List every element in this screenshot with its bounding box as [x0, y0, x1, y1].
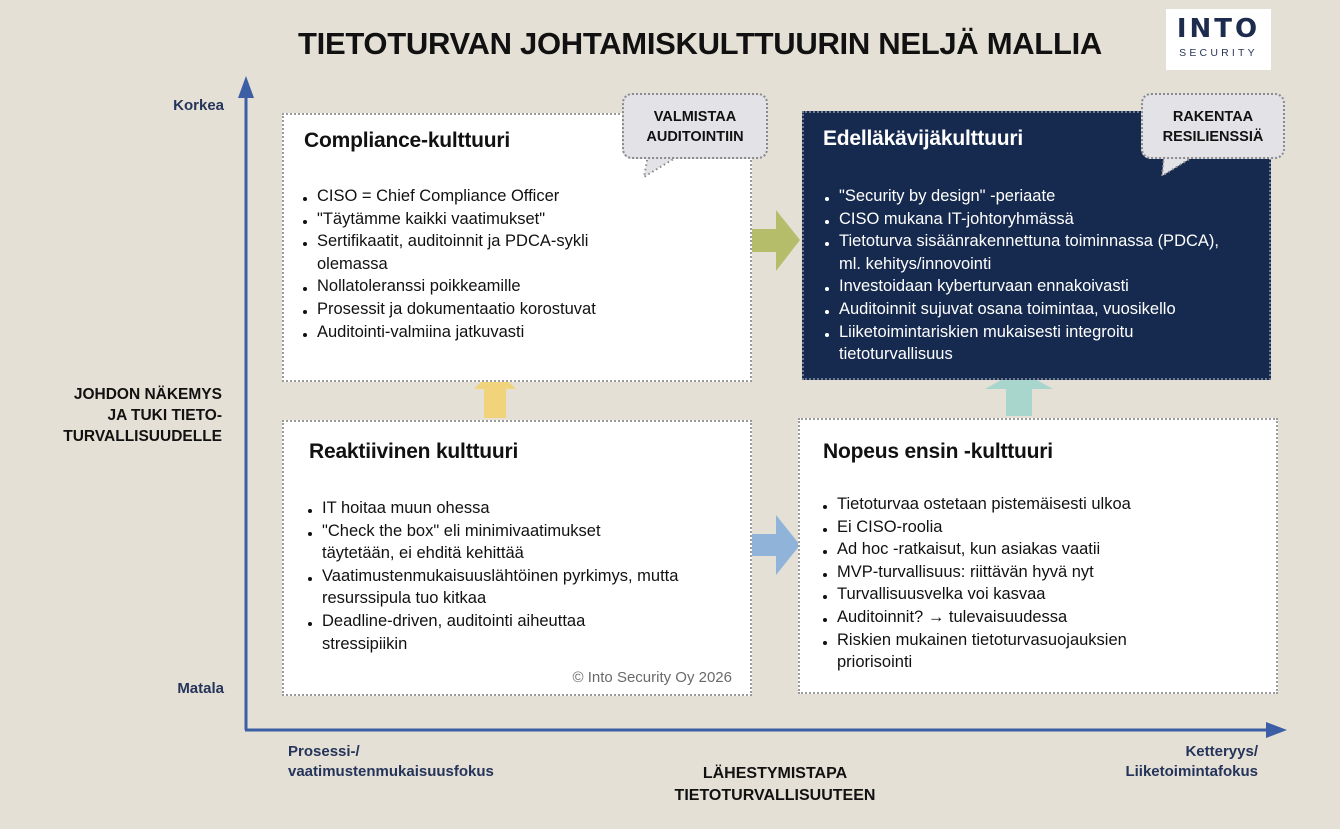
list-item: "Security by design" -periaate [824, 185, 1244, 208]
list-item: Auditoinnit? → tulevaisuudessa [822, 606, 1262, 629]
logo-subtitle: SECURITY [1179, 47, 1258, 59]
x-axis-left-label-line: Prosessi-/ [288, 743, 360, 760]
list-item: Nollatoleranssi poikkeamille [302, 275, 742, 298]
quadrant-speed-first [798, 418, 1278, 694]
y-axis-arrowhead-icon [238, 76, 254, 98]
list-item: Turvallisuusvelka voi kasvaa [822, 583, 1262, 606]
y-axis-title-line: TURVALLISUUDELLE [63, 428, 222, 445]
list-item: Tietoturva sisäänrakennettuna toiminnassa (PDCA), ml. kehitys/innovointi [824, 230, 1229, 275]
y-axis-high-label: Korkea [173, 97, 224, 114]
list-item: Liiketoimintariskien mukaisesti integroitu tietoturvallisuus [824, 321, 1214, 366]
x-axis-right-label-line: Liiketoimintafokus [1125, 763, 1258, 780]
y-axis-title [10, 384, 222, 447]
arrow-right-blue-icon [752, 515, 800, 575]
bubble-line: AUDITOINTIIN [646, 129, 744, 145]
bubble-line: VALMISTAA [653, 109, 737, 125]
y-axis-low-label: Matala [177, 680, 224, 697]
x-axis-title-line: TIETOTURVALLISUUTEEN [674, 787, 876, 804]
bubble-line: RAKENTAA [1172, 109, 1254, 125]
list-item: "Check the box" eli minimivaatimukset täytetään, ei ehditä kehittää [307, 520, 647, 565]
x-axis-right-label-line: Ketteryys/ [1185, 743, 1258, 760]
list-item: Auditoinnit sujuvat osana toimintaa, vuosikello [824, 298, 1244, 321]
y-axis-title-line: JA TUKI TIETO- [107, 407, 222, 424]
quadrant-reactive [282, 420, 752, 696]
list-item: CISO = Chief Compliance Officer [302, 185, 742, 208]
list-item: Ei CISO-roolia [822, 516, 1262, 539]
x-axis-title-line: LÄHESTYMISTAPA [702, 765, 848, 782]
list-item: Prosessit ja dokumentaatio korostuvat [302, 298, 742, 321]
bubble-line: RESILIENSSIÄ [1162, 129, 1264, 145]
copyright-notice: © Into Security Oy 2026 [572, 669, 732, 686]
list-item: Ad hoc -ratkaisut, kun asiakas vaatii [822, 538, 1262, 561]
x-axis-left-label-line: vaatimustenmukaisuusfokus [288, 763, 494, 780]
list-item: MVP-turvallisuus: riittävän hyvä nyt [822, 561, 1262, 584]
arrow-right-green-icon [752, 210, 800, 271]
x-axis-arrowhead-icon [1266, 722, 1287, 738]
list-item: Deadline-driven, auditointi aiheuttaa stressipiikin [307, 610, 647, 655]
quadrant-title: Edelläkävijäkulttuuri [823, 127, 1024, 150]
list-item: Riskien mukainen tietoturvasuojauksien priorisointi [822, 629, 1202, 674]
quadrant-title: Nopeus ensin -kulttuuri [823, 440, 1053, 463]
quadrant-list [822, 493, 1262, 674]
speech-bubble-prepare-audit [622, 93, 768, 159]
list-item: IT hoitaa muun ohessa [307, 497, 727, 520]
list-item: Tietoturvaa ostetaan pistemäisesti ulkoa [822, 493, 1262, 516]
list-item: "Täytämme kaikki vaatimukset" [302, 208, 742, 231]
list-item: Auditointi-valmiina jatkuvasti [302, 321, 742, 344]
x-axis-left-label [288, 742, 494, 782]
x-axis-title [600, 763, 950, 807]
page-title: TIETOTURVAN JOHTAMISKULTTUURIN NELJÄ MALLIA [298, 26, 1102, 61]
into-security-logo [1166, 9, 1271, 70]
quadrant-list [824, 185, 1244, 366]
speech-bubble-build-resilience [1141, 93, 1285, 159]
list-item: Investoidaan kyberturvaan ennakoivasti [824, 275, 1244, 298]
x-axis-right-label [1060, 742, 1258, 782]
list-item: CISO mukana IT-johtoryhmässä [824, 208, 1244, 231]
y-axis-title-line: JOHDON NÄKEMYS [73, 386, 222, 403]
logo-wordmark: INTO [1176, 14, 1261, 44]
quadrant-list [302, 185, 742, 343]
quadrant-list [307, 497, 727, 655]
quadrant-title: Reaktiivinen kulttuuri [309, 440, 519, 463]
list-item: Sertifikaatit, auditoinnit ja PDCA-sykli olemassa [302, 230, 662, 275]
list-item: Vaatimustenmukaisuuslähtöinen pyrkimys, mutta resurssipula tuo kitkaa [307, 565, 682, 610]
quadrant-title: Compliance-kulttuuri [304, 129, 511, 152]
